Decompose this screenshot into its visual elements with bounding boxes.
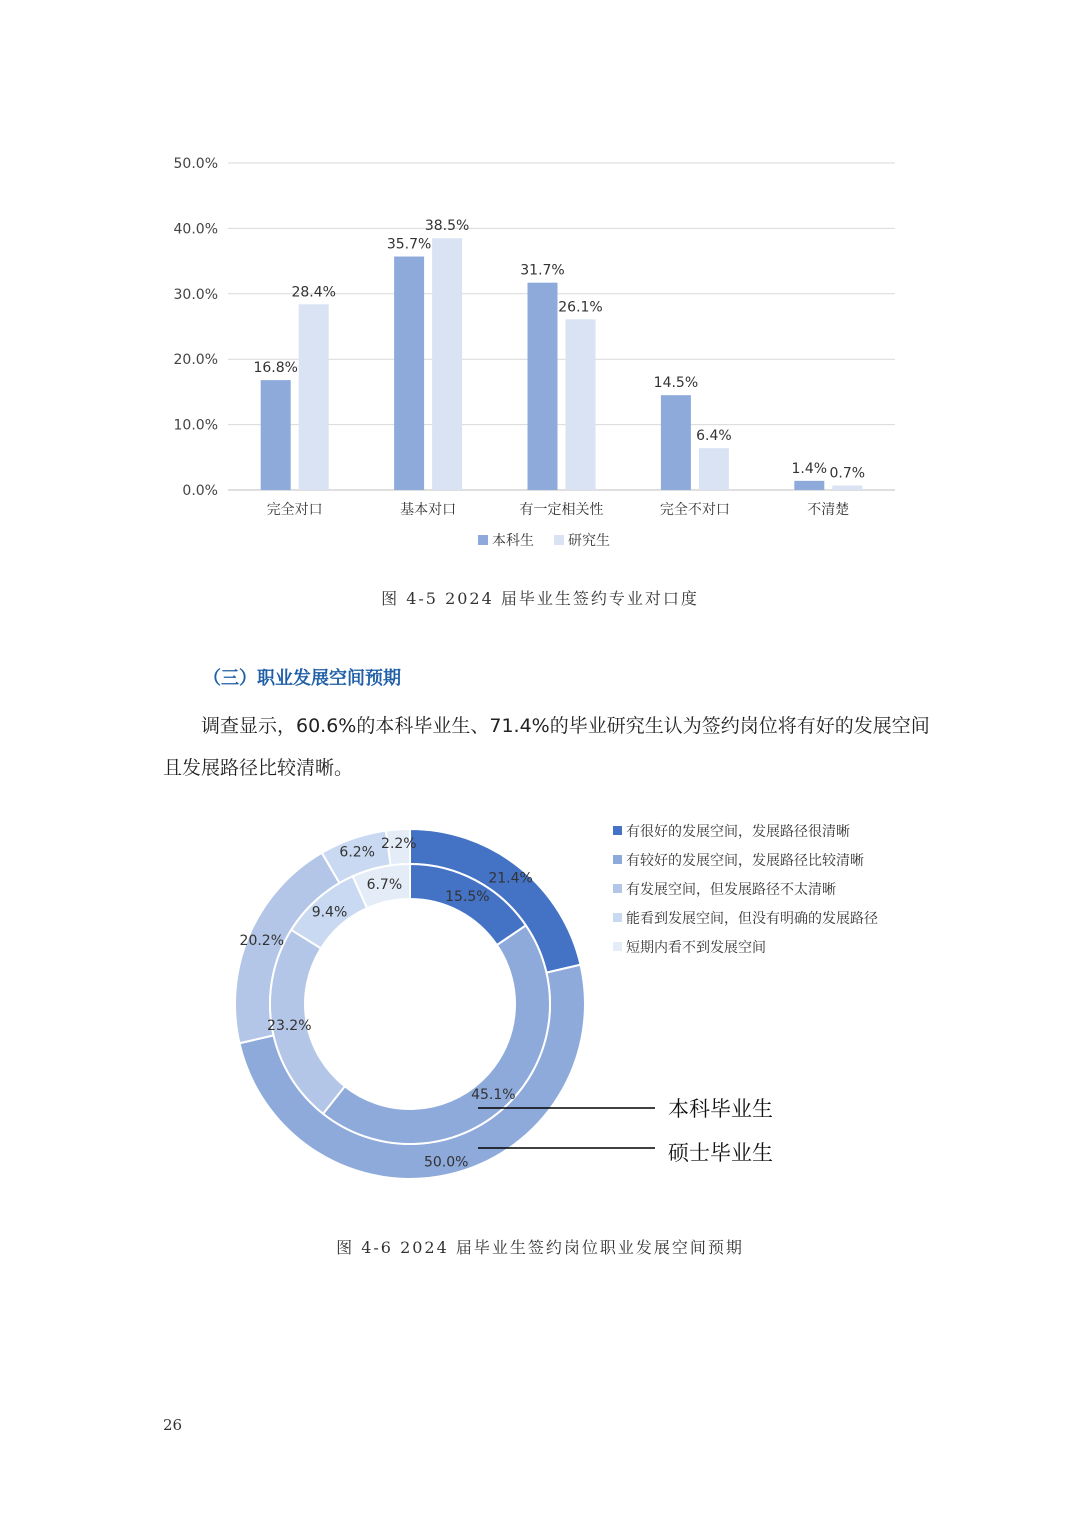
donut-hole bbox=[305, 899, 515, 1109]
paragraph-line-2: 且发展路径比较清晰。 bbox=[163, 757, 354, 779]
figure-caption-4-6: 图 4-6 2024 届毕业生签约岗位职业发展空间预期 bbox=[336, 1238, 744, 1257]
data-label: 26.1% bbox=[558, 299, 603, 316]
segment-label: 21.4% bbox=[488, 870, 533, 887]
bar-chart bbox=[0, 0, 1080, 570]
data-label: 35.7% bbox=[386, 236, 432, 253]
y-tick-label: 20.0% bbox=[173, 352, 218, 369]
paragraph-line-1: 调查显示，60.6%的本科毕业生、71.4%的毕业研究生认为签约岗位将有好的发展空间 bbox=[201, 715, 930, 737]
data-label: 31.7% bbox=[520, 262, 565, 279]
bar-undergrad bbox=[528, 283, 558, 490]
x-category-label: 基本对口 bbox=[400, 502, 457, 518]
bar-postgrad bbox=[699, 448, 729, 490]
segment-label: 6.2% bbox=[339, 844, 375, 861]
segment-label: 23.2% bbox=[267, 1017, 312, 1034]
data-label: 6.4% bbox=[696, 428, 732, 445]
legend-swatch bbox=[613, 942, 622, 951]
page-number: 26 bbox=[163, 1416, 183, 1434]
bar-undergrad bbox=[794, 481, 824, 490]
segment-label: 45.1% bbox=[471, 1086, 516, 1103]
legend-swatch bbox=[613, 855, 622, 864]
y-tick-label: 40.0% bbox=[173, 221, 218, 238]
y-tick-label: 50.0% bbox=[173, 156, 218, 172]
x-category-label: 不清楚 bbox=[807, 502, 850, 518]
legend-swatch bbox=[613, 884, 622, 893]
legend-label: 短期内看不到发展空间 bbox=[626, 940, 766, 956]
x-category-label: 有一定相关性 bbox=[519, 502, 604, 518]
legend-label: 能看到发展空间，但没有明确的发展路径 bbox=[626, 911, 878, 927]
y-tick-label: 10.0% bbox=[173, 417, 218, 434]
data-label: 1.4% bbox=[791, 460, 828, 477]
bar-postgrad bbox=[566, 319, 596, 490]
bar-undergrad bbox=[394, 257, 424, 490]
figure-caption-4-5: 图 4-5 2024 届毕业生签约专业对口度 bbox=[381, 589, 699, 608]
data-label: 28.4% bbox=[291, 284, 336, 301]
segment-label: 6.7% bbox=[366, 877, 403, 894]
bar-postgrad bbox=[432, 238, 462, 490]
legend-swatch bbox=[613, 826, 622, 835]
bar-undergrad bbox=[661, 395, 691, 490]
legend-label: 本科生 bbox=[492, 533, 534, 549]
legend-label: 研究生 bbox=[568, 533, 610, 549]
legend-swatch bbox=[613, 913, 622, 922]
legend-label: 有很好的发展空间，发展路径很清晰 bbox=[626, 824, 850, 840]
segment-label: 50.0% bbox=[423, 1154, 469, 1171]
section-heading: （三）职业发展空间预期 bbox=[203, 668, 401, 689]
data-label: 16.8% bbox=[253, 360, 298, 377]
segment-label: 9.4% bbox=[311, 904, 348, 921]
data-label: 38.5% bbox=[424, 218, 470, 235]
x-category-label: 完全不对口 bbox=[659, 502, 730, 518]
legend-label: 有发展空间，但发展路径不太清晰 bbox=[626, 882, 836, 898]
callout-label: 硕士毕业生 bbox=[668, 1141, 773, 1165]
segment-label: 2.2% bbox=[381, 835, 417, 852]
legend-swatch bbox=[478, 535, 488, 545]
bar-postgrad bbox=[299, 304, 329, 490]
segment-label: 15.5% bbox=[445, 888, 490, 905]
legend-label: 有较好的发展空间，发展路径比较清晰 bbox=[626, 853, 864, 869]
callout-label: 本科毕业生 bbox=[668, 1097, 773, 1121]
x-category-label: 完全对口 bbox=[266, 502, 323, 518]
bar-postgrad bbox=[832, 485, 862, 490]
legend-swatch bbox=[554, 535, 564, 545]
data-label: 0.7% bbox=[829, 465, 866, 482]
y-tick-label: 30.0% bbox=[173, 286, 218, 303]
y-tick-label: 0.0% bbox=[182, 483, 218, 499]
segment-label: 20.2% bbox=[239, 932, 285, 949]
bar-undergrad bbox=[261, 380, 291, 490]
donut-chart bbox=[0, 800, 1080, 1220]
data-label: 14.5% bbox=[653, 375, 699, 392]
